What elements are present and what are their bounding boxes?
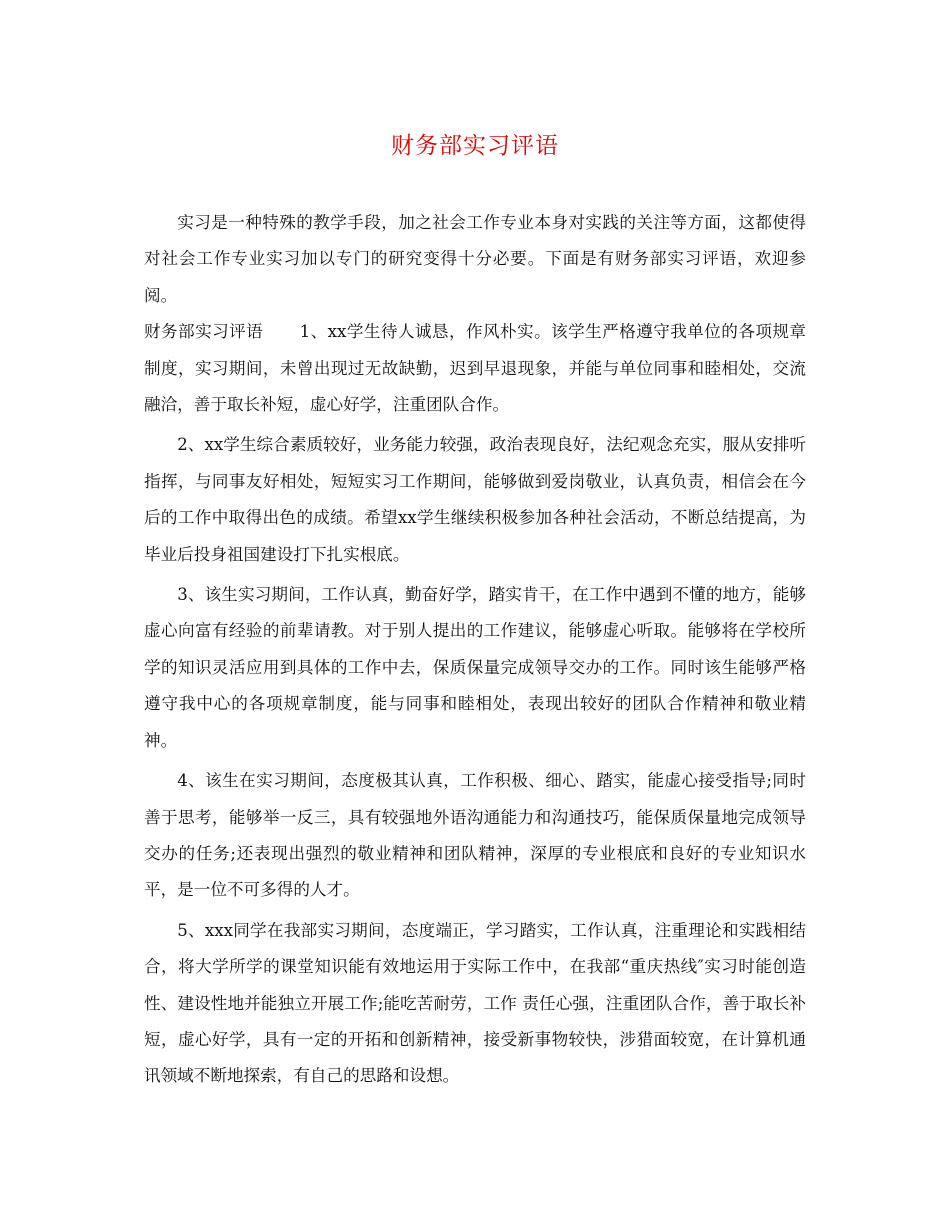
intro-paragraph: 实习是一种特殊的教学手段，加之社会工作专业本身对实践的关注等方面，这都使得对社会工作专业实习加以专门的研究变得十分必要。下面是有财务部实习评语，欢迎参阅。 [144,213,806,305]
paragraph-5: 5、xxx同学在我部实习期间，态度端正，学习踏实，工作认真，注重理论和实践相结合，将大学所学的课堂知识能有效地运用于实际工作中，在我部“重庆热线″实习时能创造性、建设性地并能独立开展工作;能吃苦耐劳，工作 责任心强，注重团队合作，善于取长补短，虚心好学，具有一定的开拓和创新精神，接受新事物较快，涉猎面较宽，在计算机通讯领域不断地探索，有自己的思路和设想。 [144,920,806,1086]
paragraph-2: 2、xx学生综合素质较好，业务能力较强，政治表现良好，法纪观念充实，服从安排听指挥，与同事友好相处，短短实习工作期间，能够做到爱岗敬业，认真负责，相信会在今后的工作中取得出色的成绩。希望xx学生继续积极参加各种社会活动，不断总结提高，为毕业后投身祖国建设打下扎实根底。 [144,435,806,564]
paragraph-1: 1、xx学生待人诚恳，作风朴实。该学生严格遵守我单位的各项规章制度，实习期间，未曾出现过无故缺勤，迟到早退现象，并能与单位同事和睦相处，交流融洽，善于取长补短，虚心好学，注重团队合作。 [144,322,806,415]
document-body [144,205,806,1095]
paragraph-3: 3、该生实习期间，工作认真，勤奋好学，踏实肯干，在工作中遇到不懂的地方，能够虚心向富有经验的前辈请教。对于别人提出的工作建议，能够虚心听取。能够将在学校所学的知识灵活应用到具体的工作中去，保质保量完成领导交办的工作。同时该生能够严格遵守我中心的各项规章制度，能与同事和睦相处，表现出较好的团队合作精神和敬业精神。 [144,585,806,750]
paragraph-4: 4、该生在实习期间，态度极其认真，工作积极、细心、踏实，能虚心接受指导;同时善于思考，能够举一反三，具有较强地外语沟通能力和沟通技巧，能保质保量地完成领导交办的任务;还表现出强烈的敬业精神和团队精神，深厚的专业根底和良好的专业知识水平，是一位不可多得的人才。 [144,771,806,900]
section-first-paragraph [144,314,806,423]
document-title: 财务部实习评语 [391,133,559,159]
section-label: 财务部实习评语 [144,322,264,342]
